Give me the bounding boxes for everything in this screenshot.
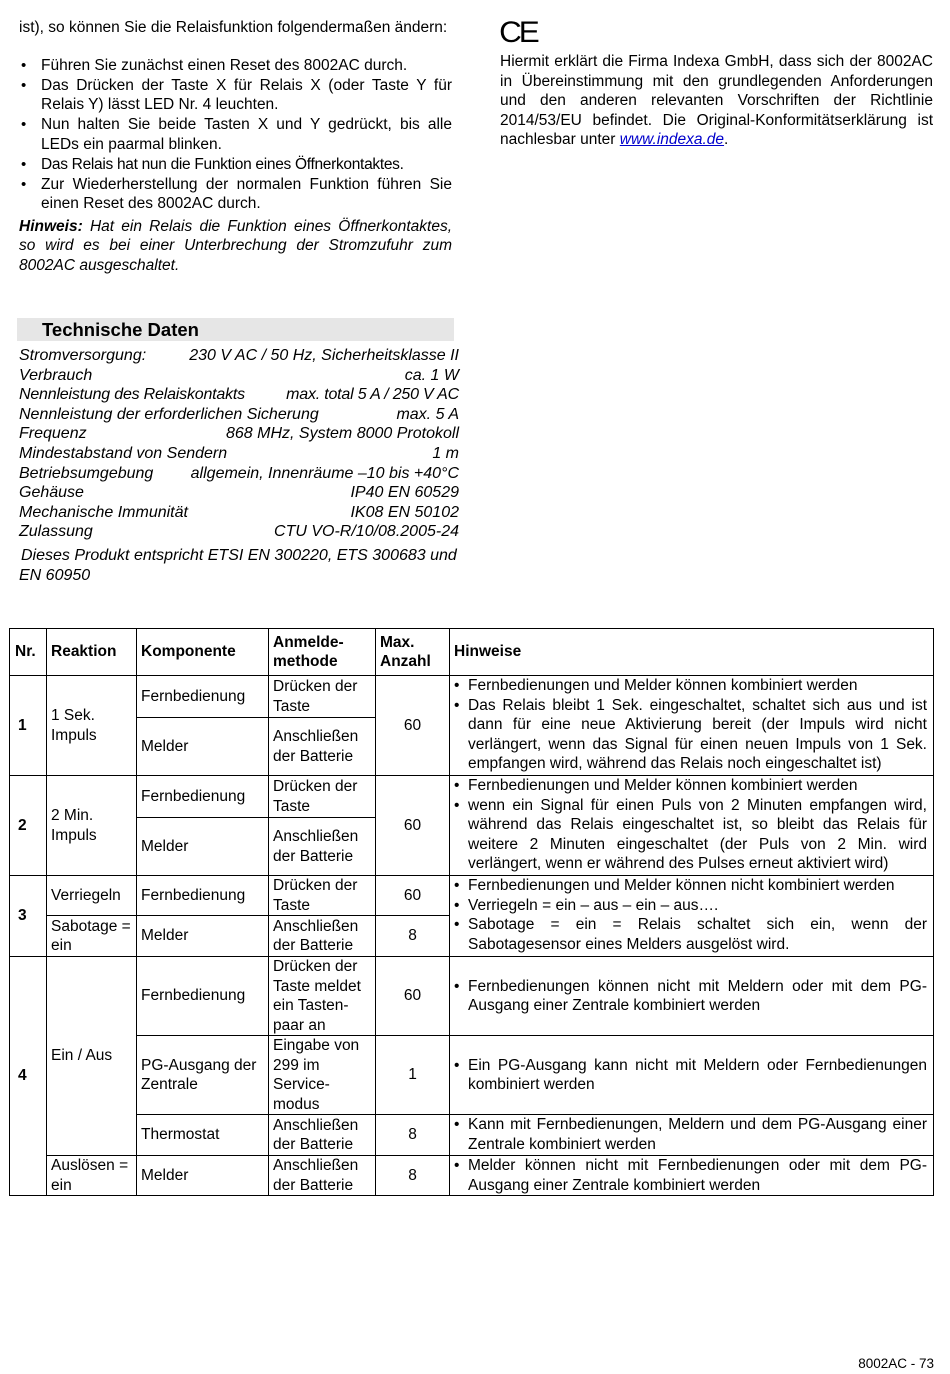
komponente-cell: Melder — [137, 916, 269, 957]
spec-row — [19, 483, 459, 503]
list-item: • wenn ein Signal für einen Puls von 2 Minuten empfangen wird, während das Relais eingeschaltet ist, so bleibt das Relais für weitere 2 Minuten eingeschaltet (der Puls von 2 Min. wird verlängert, wenn er während des Pulses erneut aktiviert wird) — [454, 796, 927, 874]
spec-label: Zulassung — [19, 523, 93, 541]
conformity-line: Dieses Produkt entspricht ETSI EN 300220, ETS 300683 und EN 60950 — [19, 547, 457, 584]
declaration-paragraph: Hiermit erklärt die Firma Indexa GmbH, dass sich der 8002AC in Übereinstimmung mit den grundlegenden Anforderungen und den anderen relevanten Vorschriften der Richtlinie 2014/53/EU befindet. Die Original-Konformitätserklärung ist nachlesbar unter www.indexa.de. — [500, 53, 933, 148]
spec-label: Mechanische Immunität — [19, 503, 188, 521]
header-reaktion: Reaktion — [47, 629, 137, 676]
anzahl-cell: 8 — [376, 1115, 450, 1156]
methode-cell: Anschließen der Batterie — [269, 718, 376, 776]
komponente-cell: Fernbedienung — [137, 957, 269, 1036]
komponente-cell: Fernbedienung — [137, 676, 269, 718]
spec-value: 868 MHz, System 8000 Protokoll — [226, 425, 459, 443]
spec-label: Nennleistung der erforderlichen Sicherung — [19, 405, 319, 423]
relay-function-table — [9, 628, 934, 1196]
list-item: • Verriegeln = ein – aus – ein – aus…. — [454, 896, 927, 916]
komponente-cell: Fernbedienung — [137, 876, 269, 916]
header-komponente: Komponente — [137, 629, 269, 676]
spec-value: max. total 5 A / 250 V AC — [286, 386, 459, 404]
table-row — [10, 876, 934, 916]
hinweise-cell — [450, 1036, 934, 1115]
spec-row — [19, 444, 459, 464]
hinweise-cell — [450, 1115, 934, 1156]
list-item: • Ein PG-Ausgang kann nicht mit Meldern oder Fernbedienungen kombiniert werden — [454, 1056, 927, 1095]
spec-label: Betriebsumgebung — [19, 464, 154, 482]
list-item: • Zur Wiederherstellung der normalen Funktion führen Sie einen Reset des 8002AC durch. — [19, 175, 452, 214]
komponente-cell: PG-Ausgang der Zentrale — [137, 1036, 269, 1115]
spec-row — [19, 424, 459, 444]
list-item: • Fernbedienungen und Melder können nicht kombiniert werden — [454, 876, 927, 896]
row-number: 1 — [10, 676, 47, 776]
methode-cell: Anschließen der Batterie — [269, 1115, 376, 1156]
table-header-row — [10, 629, 934, 676]
reaktion-cell: 1 Sek. Impuls — [47, 676, 137, 776]
spec-label: Nennleistung des Relaiskontakts — [19, 386, 245, 404]
spec-label: Frequenz — [19, 425, 87, 443]
list-item: • Nun halten Sie beide Tasten X und Y gedrückt, bis alle LEDs ein paarmal blinken. — [19, 115, 452, 154]
table-row — [10, 1156, 934, 1196]
anzahl-cell: 8 — [376, 916, 450, 957]
conformity-text — [19, 546, 459, 585]
spec-value: allgemein, Innenräume –10 bis +40°C — [190, 464, 459, 482]
reaktion-cell: Ein / Aus — [47, 957, 137, 1156]
header-hinweise: Hinweise — [450, 629, 934, 676]
table-row — [10, 1036, 934, 1115]
anzahl-cell: 60 — [376, 957, 450, 1036]
methode-cell: Drücken der Taste meldet ein Tasten-paar an — [269, 957, 376, 1036]
methode-cell: Anschließen der Batterie — [269, 818, 376, 876]
methode-cell: Drücken der Taste — [269, 676, 376, 718]
spec-value: 230 V AC / 50 Hz, Sicherheitsklasse II — [189, 347, 459, 364]
komponente-cell: Melder — [137, 818, 269, 876]
hinweise-cell — [450, 776, 934, 876]
spec-label: Verbrauch — [19, 366, 93, 384]
spec-row — [19, 385, 459, 405]
right-column — [500, 18, 933, 150]
list-item: • Fernbedienungen und Melder können kombiniert werden — [454, 676, 927, 696]
komponente-cell: Melder — [137, 718, 269, 776]
row-number: 4 — [10, 957, 47, 1196]
intro-text: ist), so können Sie die Relaisfunktion folgendermaßen ändern: — [19, 19, 448, 36]
komponente-cell: Fernbedienung — [137, 776, 269, 818]
reaktion-cell: Auslösen = ein — [47, 1156, 137, 1196]
list-item: • Das Relais bleibt 1 Sek. eingeschaltet, schaltet sich aus und ist dann für eine neue Aktivierung bereit (der Impuls wird nicht verlängert, wenn das Signal für einen neuen Impuls von 1 Sek. empfangen wird, während das Relais noch eingeschaltet ist) — [454, 696, 927, 774]
list-item: • Führen Sie zunächst einen Reset des 8002AC durch. — [19, 56, 452, 76]
komponente-cell: Thermostat — [137, 1115, 269, 1156]
note-paragraph — [19, 217, 452, 276]
table-row — [10, 957, 934, 1036]
spec-row — [19, 522, 459, 542]
methode-cell: Drücken der Taste — [269, 776, 376, 818]
hinweise-cell — [450, 957, 934, 1036]
methode-cell: Anschließen der Batterie — [269, 916, 376, 957]
spec-row — [19, 464, 459, 484]
list-item: • Fernbedienungen und Melder können kombiniert werden — [454, 776, 927, 796]
note-label: Hinweis: — [19, 217, 83, 235]
spec-label: Gehäuse — [19, 484, 84, 502]
reaktion-cell: Sabotage = ein — [47, 916, 137, 957]
ce-mark-icon: CE — [499, 16, 537, 49]
row-number: 3 — [10, 876, 47, 957]
note-text: Hat ein Relais die Funktion eines Öffnerkontaktes, so wird es bei einer Unterbrechung der Stromzufuhr zum 8002AC ausgeschaltet. — [19, 217, 452, 274]
declaration-text: Hiermit erklärt die Firma Indexa GmbH, dass sich der 8002AC in Übereinstimmung mit den grundlegenden Anforderungen und den anderen relevanten Vorschriften der Richtlinie 2014/53/EU befindet. Die Original-Konformitätserklärung ist nachlesbar unter — [500, 53, 933, 148]
table-row — [10, 1115, 934, 1156]
hinweise-cell — [450, 876, 934, 957]
table-row — [10, 676, 934, 718]
komponente-cell: Melder — [137, 1156, 269, 1196]
left-column — [19, 18, 452, 275]
header-methode: Anmelde-methode — [269, 629, 376, 676]
anzahl-cell: 1 — [376, 1036, 450, 1115]
list-item: • Fernbedienungen können nicht mit Meldern oder mit dem PG-Ausgang einer Zentrale kombiniert werden — [454, 977, 927, 1016]
methode-cell: Anschließen der Batterie — [269, 1156, 376, 1196]
spec-row — [19, 346, 459, 366]
reaktion-cell: 2 Min. Impuls — [47, 776, 137, 876]
spec-row — [19, 366, 459, 386]
header-nr: Nr. — [10, 629, 47, 676]
list-item: • Kann mit Fernbedienungen, Meldern und dem PG-Ausgang einer Zentrale kombiniert werden — [454, 1115, 927, 1154]
spec-row — [19, 405, 459, 425]
spec-value: 1 m — [432, 444, 459, 462]
spec-value: max. 5 A — [396, 405, 459, 423]
methode-cell: Eingabe von 299 im Service-modus — [269, 1036, 376, 1115]
spec-row — [19, 503, 459, 523]
indexa-link[interactable]: www.indexa.de — [619, 131, 725, 148]
hinweise-cell — [450, 1156, 934, 1196]
reaktion-cell: Verriegeln — [47, 876, 137, 916]
anzahl-cell: 60 — [376, 776, 450, 876]
page-footer: 8002AC - 73 — [858, 1356, 934, 1371]
anzahl-cell: 8 — [376, 1156, 450, 1196]
section-heading — [17, 318, 454, 341]
spec-value: IP40 EN 60529 — [350, 484, 459, 502]
row-number: 2 — [10, 776, 47, 876]
list-item: • Das Drücken der Taste X für Relais X (oder Taste Y für Relais Y) lässt LED Nr. 4 leuchten. — [19, 76, 452, 115]
reset-steps-list — [19, 56, 452, 214]
spec-label: Mindestabstand von Sendern — [19, 444, 228, 462]
spec-label: Stromversorgung: — [19, 347, 147, 364]
spec-value: CTU VO-R/10/08.2005-24 — [274, 523, 459, 541]
spec-value: IK08 EN 50102 — [350, 503, 459, 521]
list-item: • Sabotage = ein = Relais schaltet sich ein, wenn der Sabotagesensor eines Melders ausgelöst wird. — [454, 915, 927, 954]
list-item: • Melder können nicht mit Fernbedienungen oder mit dem PG-Ausgang einer Zentrale kombiniert werden — [454, 1156, 927, 1195]
anzahl-cell: 60 — [376, 876, 450, 916]
spec-value: ca. 1 W — [404, 366, 459, 384]
table-row — [10, 776, 934, 818]
spec-list — [19, 346, 459, 542]
anzahl-cell: 60 — [376, 676, 450, 776]
methode-cell: Drücken der Taste — [269, 876, 376, 916]
section-heading-text: Technische Daten — [42, 319, 199, 340]
list-item: • Das Relais hat nun die Funktion eines Öffnerkontaktes. — [19, 155, 452, 175]
header-anzahl: Max. Anzahl — [376, 629, 450, 676]
hinweise-cell — [450, 676, 934, 776]
